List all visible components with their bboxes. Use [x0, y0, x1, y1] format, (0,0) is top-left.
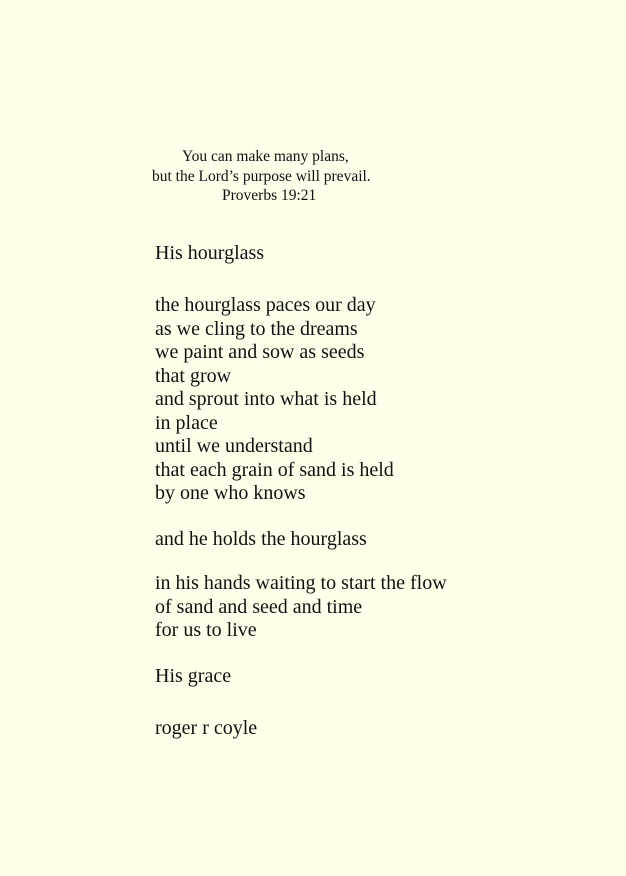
poem-line: in place — [155, 411, 218, 434]
epigraph-line: You can make many plans, — [182, 148, 349, 165]
poem-line: and sprout into what is held — [155, 388, 377, 410]
poem-stanza-1 — [155, 294, 394, 506]
epigraph-citation: Proverbs 19:21 — [222, 187, 317, 204]
author-name: roger r coyle — [155, 717, 258, 739]
poem-line: the hourglass paces our day — [155, 294, 376, 316]
poem-stanza-3 — [155, 572, 447, 643]
poem-title: His hourglass — [155, 242, 265, 264]
poem-line: and he holds the hourglass — [155, 528, 367, 550]
scripture-epigraph — [120, 147, 430, 206]
closing-line: His grace — [155, 665, 232, 687]
poem-line: by one who knows — [155, 482, 306, 504]
poem-line: until we understand — [155, 435, 313, 457]
poem-line: for us to live — [155, 619, 257, 641]
poem-closing — [155, 665, 231, 689]
poem-line: as we cling to the dreams — [155, 317, 358, 340]
poem-line: in his hands waiting to start the flow — [155, 572, 447, 594]
poem-line: that grow — [155, 364, 232, 387]
poem-line: that each grain of sand is held — [155, 458, 394, 481]
epigraph-line: but the Lord’s purpose will prevail. — [152, 167, 371, 185]
poem-line: we paint and sow as seeds — [155, 341, 365, 363]
poem-stanza-2 — [155, 528, 367, 552]
poem-author — [155, 717, 257, 741]
poem-line: of sand and seed and time — [155, 595, 363, 618]
